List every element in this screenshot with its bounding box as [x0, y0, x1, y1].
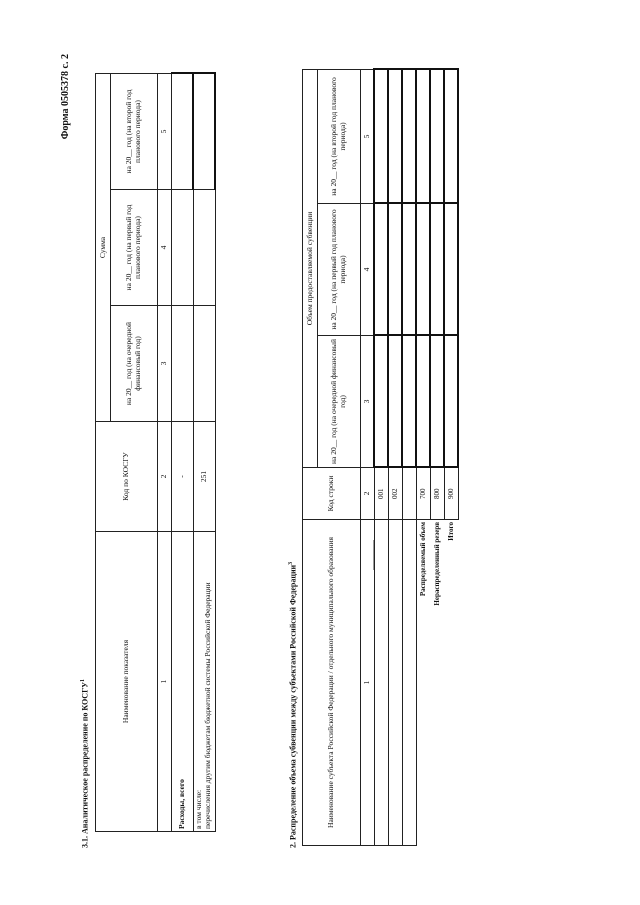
subvention-table	[302, 68, 459, 846]
row-transfers-code: 251	[193, 422, 215, 532]
col-number: 5	[361, 69, 375, 203]
table-cell[interactable]	[402, 520, 416, 846]
section2-title-text: 2. Распределение объема субвенции между субъектами Российской Федерации	[288, 564, 298, 848]
section2-footnote-mark: 3	[288, 561, 294, 565]
table-cell[interactable]	[416, 336, 430, 468]
table-cell[interactable]	[374, 520, 388, 846]
table-cell[interactable]	[402, 336, 416, 468]
table-cell[interactable]	[388, 204, 402, 336]
col-volume-header: Объем предоставляемой субвенции	[303, 69, 318, 467]
table-cell[interactable]	[402, 468, 416, 520]
col-sum-header: Сумма	[96, 74, 111, 422]
table-cell[interactable]	[374, 204, 388, 336]
table-cell[interactable]	[430, 204, 444, 336]
col-subject-header: Наименование субъекта Российской Федерации / отдельного муниципального образования	[303, 520, 361, 846]
table-cell[interactable]	[402, 204, 416, 336]
col-number: 2	[158, 422, 172, 532]
form-code: Форма 0505378 с. 2	[60, 54, 71, 140]
summary-code: 900	[444, 468, 458, 520]
col-number: 1	[361, 520, 375, 846]
table-cell[interactable]	[172, 74, 194, 190]
col-year1-header: на 20__ год (на очередной финансовый год)	[318, 336, 361, 468]
row-code: 002	[388, 468, 402, 520]
table-cell[interactable]	[172, 306, 194, 422]
kosgu-table	[95, 73, 216, 833]
row-code: 001	[374, 468, 388, 520]
col-number: 3	[361, 336, 375, 468]
col-year3-header: на 20__ год (на второй год планового периода)	[111, 74, 158, 190]
col-kosgu-header: Код по КОСГУ	[96, 422, 158, 532]
summary-code: 700	[416, 468, 430, 520]
table-cell[interactable]	[444, 336, 458, 468]
row-prefix: в том числе:	[194, 789, 204, 829]
table-cell[interactable]	[402, 69, 416, 203]
col-year1-header: на 20__ год (на очередной финансовый год)	[111, 306, 158, 422]
section1-footnote-mark: 1	[80, 678, 86, 682]
col-number: 4	[361, 204, 375, 336]
col-number: 3	[158, 306, 172, 422]
col-indicator-header: Наименование показателя	[96, 532, 158, 832]
row-transfers-label	[193, 532, 215, 832]
table-cell[interactable]	[374, 69, 388, 203]
table-cell[interactable]	[388, 520, 402, 846]
summary-label-distributed: Распределяемый объем	[419, 522, 428, 597]
table-cell[interactable]	[444, 69, 458, 203]
table-cell[interactable]	[430, 336, 444, 468]
stray-mark	[373, 540, 374, 570]
col-number: 4	[158, 190, 172, 306]
table-cell[interactable]	[444, 204, 458, 336]
summary-label-total: Итого	[446, 522, 455, 541]
table-cell[interactable]	[193, 190, 215, 306]
document-page	[40, 32, 600, 872]
col-year2-header: на 20__ год (на первый год планового периода)	[111, 190, 158, 306]
col-number: 2	[361, 468, 375, 520]
row-total-code: -	[172, 422, 194, 532]
section2-title	[288, 562, 298, 848]
table-cell[interactable]	[172, 190, 194, 306]
col-number: 5	[158, 74, 172, 190]
table-cell[interactable]	[374, 336, 388, 468]
col-number: 1	[158, 532, 172, 832]
table-cell[interactable]	[388, 69, 402, 203]
table-cell[interactable]	[416, 204, 430, 336]
row-total-label: Расходы, всего	[172, 532, 194, 832]
summary-code: 800	[430, 468, 444, 520]
summary-label-reserve: Нераспределенный резерв	[432, 522, 441, 606]
section1-title	[80, 679, 90, 848]
row-transfers-name: перечисления другим бюджетам бюджетной системы Российской Федерации	[203, 582, 212, 829]
section1-title-text: 3.1. Аналитическое распределение по КОСГУ	[80, 681, 90, 848]
col-year2-header: на 20__ год (на первый год планового периода)	[318, 204, 361, 336]
table-cell[interactable]	[388, 336, 402, 468]
col-line-code-header: Код строки	[303, 468, 361, 520]
table-cell[interactable]	[193, 306, 215, 422]
col-year3-header: на 20__ год (на второй год планового периода)	[318, 69, 361, 203]
table-cell[interactable]	[193, 74, 215, 190]
table-cell[interactable]	[430, 69, 444, 203]
table-cell[interactable]	[416, 69, 430, 203]
